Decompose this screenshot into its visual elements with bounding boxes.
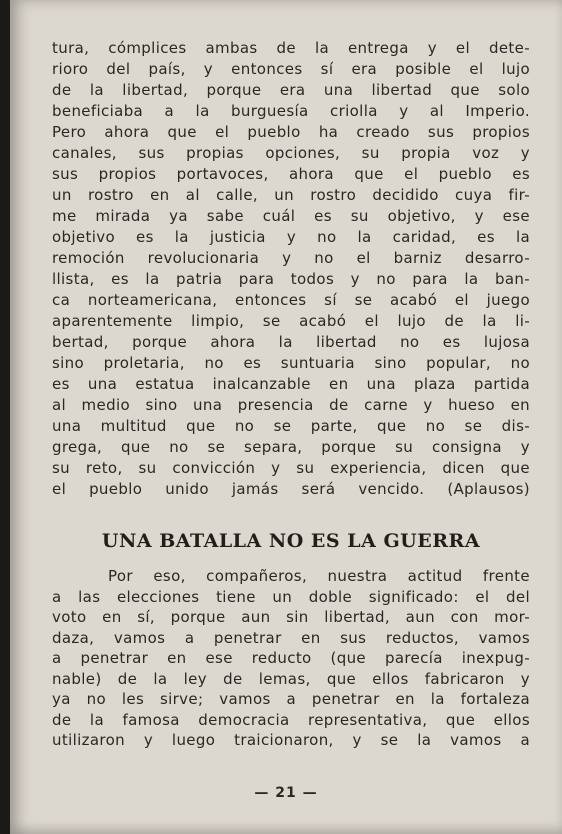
text-line: a las elecciones tiene un doble significado: el del xyxy=(52,587,530,606)
text-line: me mirada ya sabe cuál es su objetivo, y ese xyxy=(52,207,530,225)
text-line: objetivo es la justicia y no la caridad, es la xyxy=(52,228,530,246)
text-line: su reto, su convicción y su experiencia, dicen que xyxy=(52,459,530,477)
text-line: a penetrar en ese reducto (que parecía inexpug- xyxy=(52,649,530,667)
text-line: beneficiaba a la burguesía criolla y al Imperio. xyxy=(52,102,530,120)
text-line: daza, vamos a penetrar en sus reductos, vamos xyxy=(52,628,530,647)
text-line: de la famosa democracia representativa, que ellos xyxy=(52,710,530,729)
text-line: ya no les sirve; vamos a penetrar en la fortaleza xyxy=(52,690,530,708)
text-line: Por eso, compañeros, nuestra actitud frente xyxy=(108,567,530,585)
text-line: nable) de la ley de lemas, que ellos fabricaron y xyxy=(52,669,530,688)
text-line: canales, sus propias opciones, su propia voz y xyxy=(52,144,530,162)
book-page xyxy=(10,0,562,834)
text-line: Pero ahora que el pueblo ha creado sus propios xyxy=(52,123,530,141)
page-number: — 21 — xyxy=(254,785,318,801)
text-line: aparentemente limpio, se acabó el lujo de la li- xyxy=(52,312,530,330)
text-line: sus propios portavoces, ahora que el pueblo es xyxy=(52,165,530,183)
text-line: utilizaron y luego traicionaron, y se la vamos a xyxy=(52,731,530,749)
text-line: llista, es la patria para todos y no para la ban- xyxy=(52,270,530,288)
text-line: un rostro en al calle, un rostro decidido cuya fir- xyxy=(52,186,530,204)
text-line: tura, cómplices ambas de la entrega y el dete- xyxy=(52,39,530,57)
text-line: remoción revolucionaria y no el barniz desarro- xyxy=(52,249,530,267)
text-line: bertad, porque ahora la libertad no es lujosa xyxy=(52,333,530,351)
paragraph-2 xyxy=(52,566,530,751)
text-line: grega, que no se separa, porque su consigna y xyxy=(52,438,530,456)
text-line: sino proletaria, no es suntuaria sino popular, no xyxy=(52,354,530,372)
text-line: al medio sino una presencia de carne y hueso en xyxy=(52,396,530,414)
paragraph-1 xyxy=(52,38,530,500)
text-line: rioro del país, y entonces sí era posible el lujo xyxy=(52,60,530,78)
text-line: voto en sí, porque aun sin libertad, aun con mor- xyxy=(52,608,530,626)
section-heading: UNA BATALLA NO ES LA GUERRA xyxy=(101,530,481,552)
text-line: el pueblo unido jamás será vencido. (Aplausos) xyxy=(52,480,530,498)
text-line: es una estatua inalcanzable en una plaza partida xyxy=(52,375,530,393)
text-line: de la libertad, porque era una libertad que solo xyxy=(52,81,530,99)
text-line: una multitud que no se parte, que no se dis- xyxy=(52,417,530,435)
text-line: ca norteamericana, entonces sí se acabó el juego xyxy=(52,291,530,309)
